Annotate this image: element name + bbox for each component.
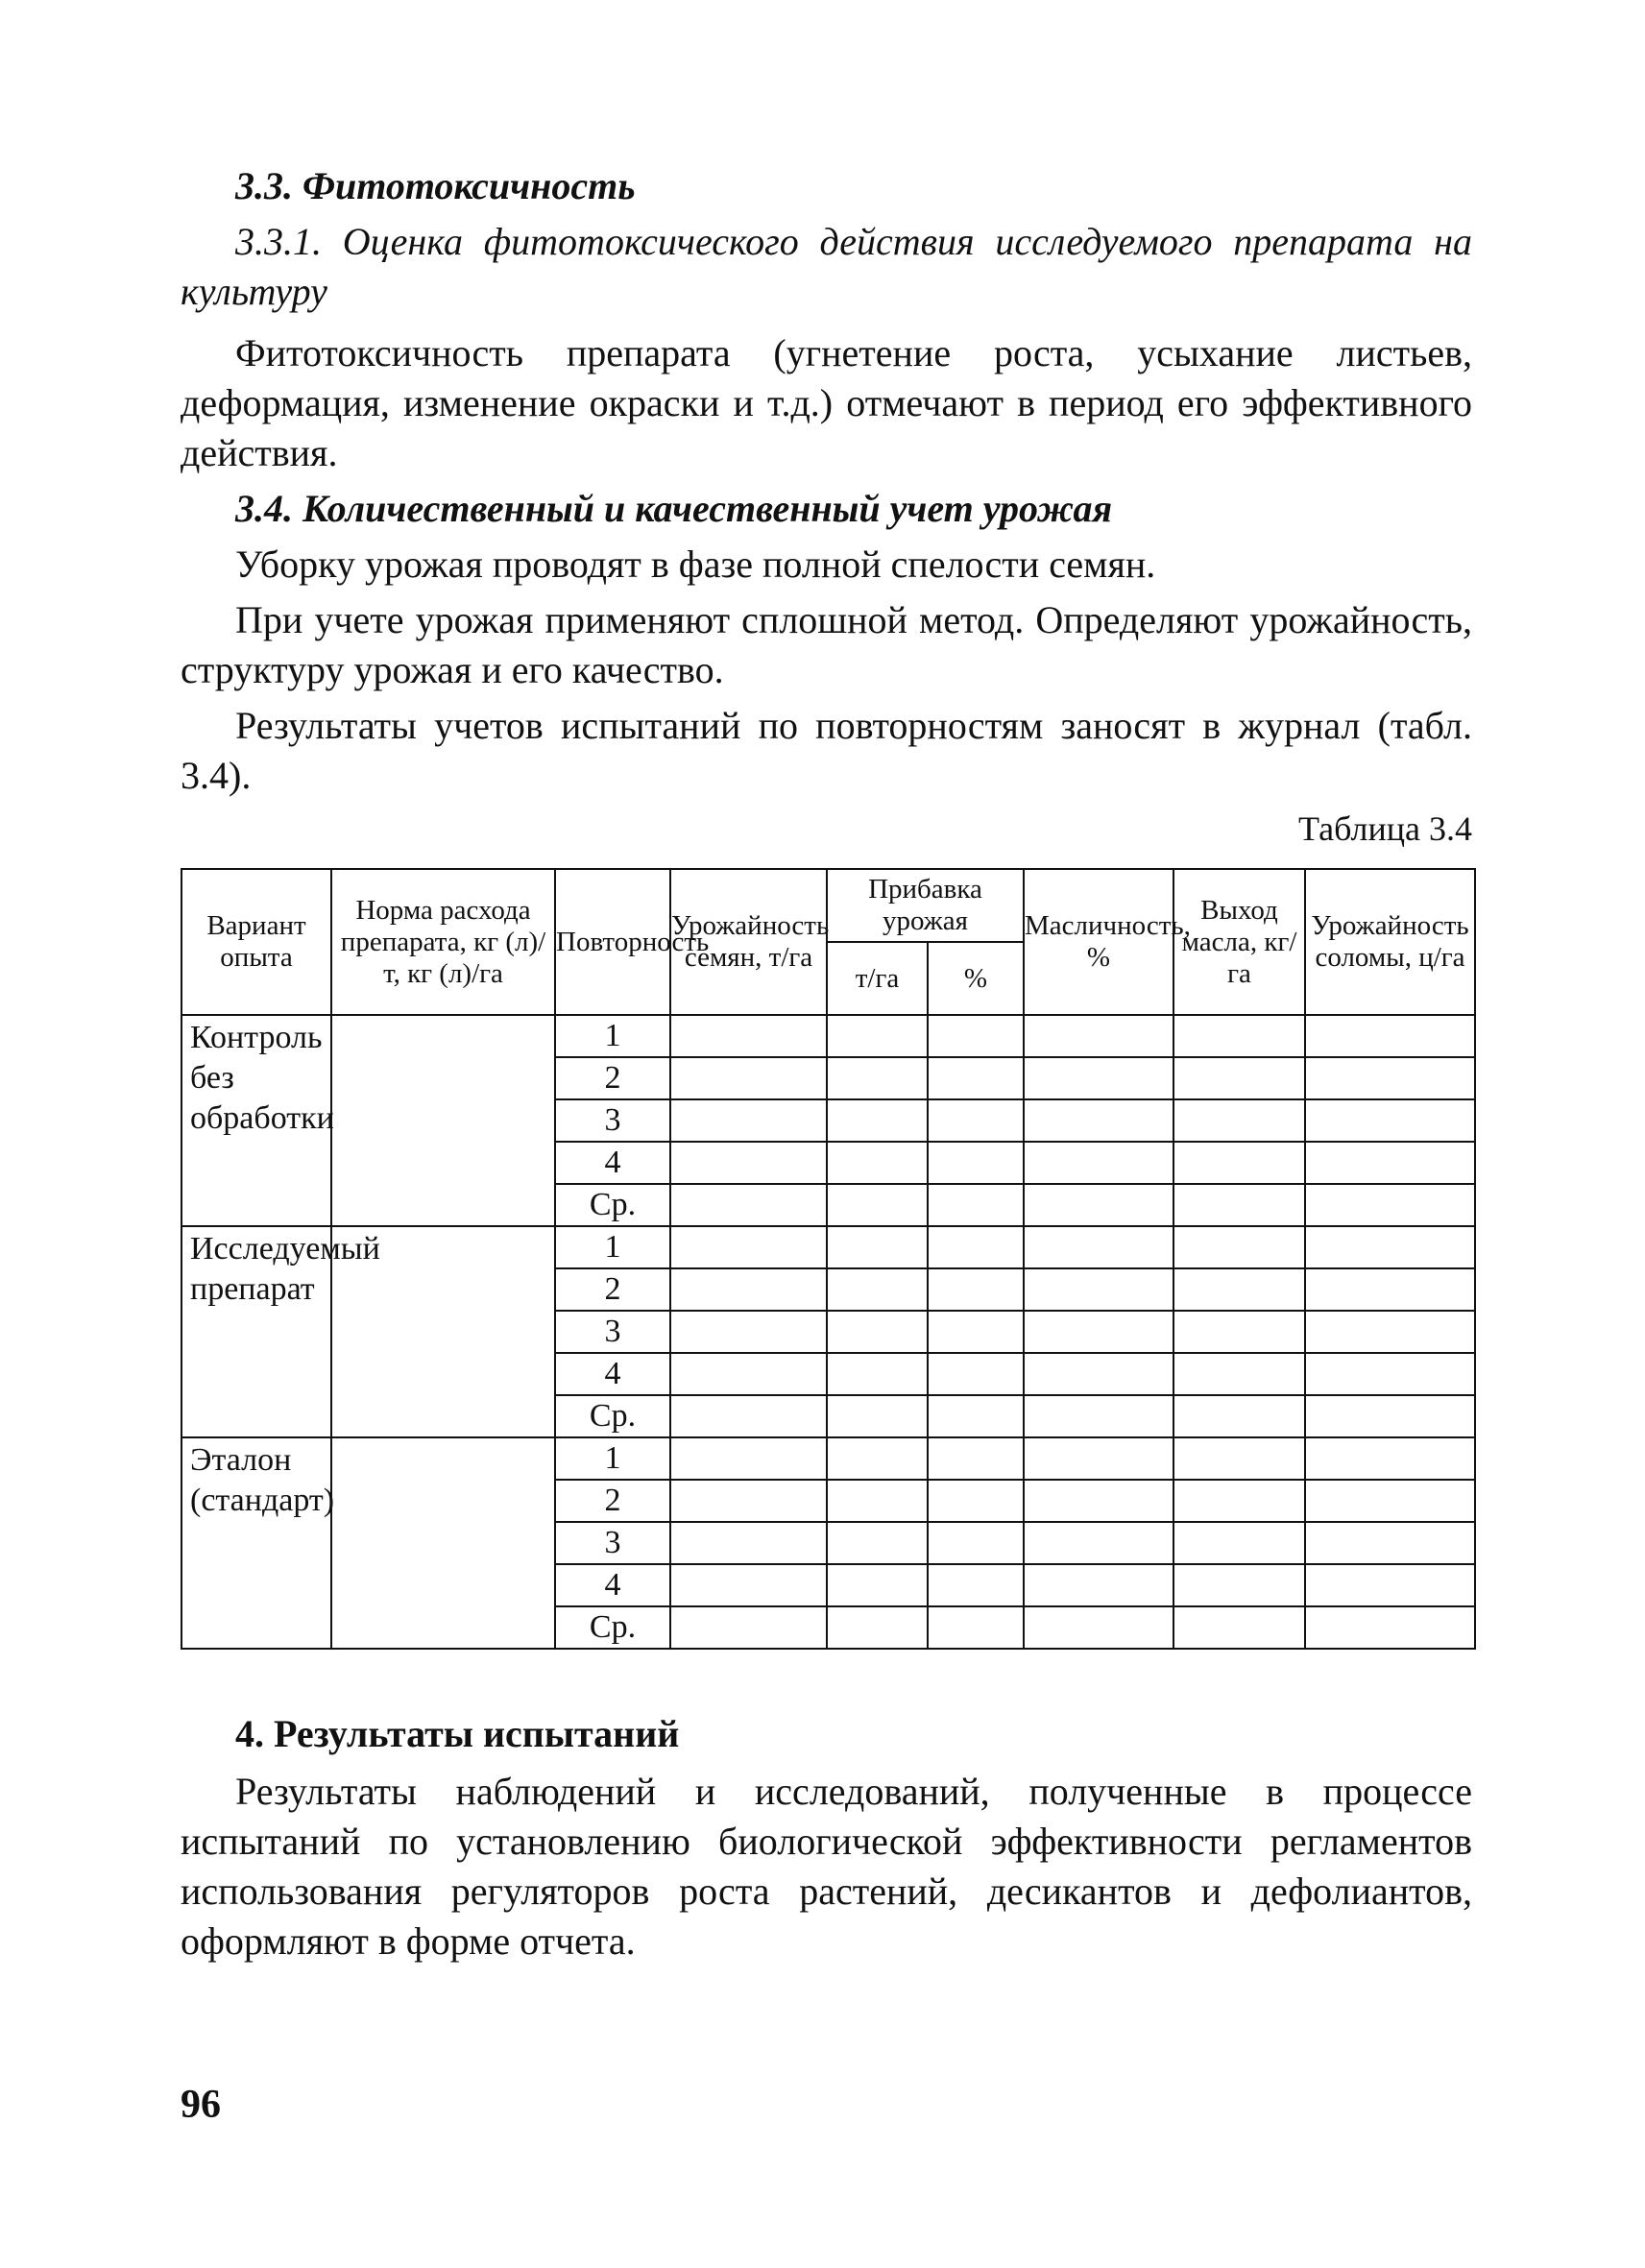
rep-cell: 1 — [555, 1226, 670, 1268]
empty-cell — [670, 1395, 827, 1437]
empty-cell — [1173, 1268, 1305, 1311]
empty-cell — [1305, 1522, 1475, 1564]
empty-cell — [827, 1268, 928, 1311]
empty-cell — [1024, 1437, 1173, 1480]
rep-cell: 3 — [555, 1311, 670, 1353]
empty-cell — [928, 1311, 1024, 1353]
rep-cell-average: Ср. — [555, 1395, 670, 1437]
header-seed-yield: Урожайность семян, т/га — [670, 869, 827, 1015]
table-body — [181, 1015, 1475, 1649]
empty-cell — [670, 1437, 827, 1480]
empty-cell — [1024, 1142, 1173, 1184]
empty-cell — [928, 1015, 1024, 1057]
rep-cell: 4 — [555, 1353, 670, 1395]
empty-cell — [827, 1606, 928, 1649]
phytotoxicity-paragraph: Фитотоксичность препарата (угнетение роста, усыхание листьев, деформация, изменение окраски и т.д.) отмечают в период его эффективного действия. — [181, 331, 1472, 474]
empty-cell — [928, 1522, 1024, 1564]
empty-cell — [1305, 1184, 1475, 1226]
empty-cell — [670, 1311, 827, 1353]
empty-cell — [1024, 1564, 1173, 1606]
empty-cell — [1173, 1564, 1305, 1606]
rep-cell-average: Ср. — [555, 1606, 670, 1649]
empty-cell — [1305, 1268, 1475, 1311]
empty-cell — [1173, 1353, 1305, 1395]
empty-cell — [827, 1311, 928, 1353]
empty-cell — [1173, 1057, 1305, 1099]
empty-cell — [670, 1057, 827, 1099]
empty-cell — [670, 1353, 827, 1395]
empty-cell — [670, 1606, 827, 1649]
empty-cell — [827, 1142, 928, 1184]
empty-cell — [1305, 1395, 1475, 1437]
empty-cell — [1173, 1480, 1305, 1522]
norm-cell — [331, 1437, 555, 1649]
empty-cell — [1173, 1226, 1305, 1268]
table-row — [181, 1015, 1475, 1057]
rep-cell: 4 — [555, 1142, 670, 1184]
header-norm: Норма расхода препарата, кг (л)/т, кг (л)/га — [331, 869, 555, 1015]
empty-cell — [827, 1480, 928, 1522]
empty-cell — [827, 1099, 928, 1142]
empty-cell — [1024, 1353, 1173, 1395]
empty-cell — [670, 1184, 827, 1226]
rep-cell: 1 — [555, 1437, 670, 1480]
empty-cell — [1305, 1353, 1475, 1395]
empty-cell — [1024, 1015, 1173, 1057]
empty-cell — [827, 1522, 928, 1564]
section-3-3-1-subheading: 3.3.1. Оценка фитотоксического действия исследуемого препарата на культуру — [181, 220, 1472, 313]
empty-cell — [928, 1606, 1024, 1649]
empty-cell — [1305, 1480, 1475, 1522]
norm-cell — [331, 1015, 555, 1226]
variant-standard: Эталон (стандарт) — [181, 1437, 331, 1649]
empty-cell — [1024, 1099, 1173, 1142]
empty-cell — [827, 1184, 928, 1226]
empty-cell — [928, 1184, 1024, 1226]
section-3-4-heading: 3.4. Количественный и качественный учет урожая — [235, 487, 1113, 530]
empty-cell — [1024, 1480, 1173, 1522]
page-content — [181, 161, 1472, 1972]
header-oil-content: Масличность, % — [1024, 869, 1173, 1015]
empty-cell — [827, 1395, 928, 1437]
empty-cell — [670, 1142, 827, 1184]
results-table — [181, 868, 1476, 1650]
empty-cell — [1173, 1099, 1305, 1142]
empty-cell — [827, 1353, 928, 1395]
header-straw-yield: Урожайность соломы, ц/га — [1305, 869, 1475, 1015]
empty-cell — [1305, 1226, 1475, 1268]
empty-cell — [1024, 1606, 1173, 1649]
empty-cell — [928, 1268, 1024, 1311]
empty-cell — [928, 1480, 1024, 1522]
empty-cell — [1305, 1606, 1475, 1649]
empty-cell — [1305, 1142, 1475, 1184]
empty-cell — [1305, 1015, 1475, 1057]
variant-test-preparation: Исследуемый препарат — [181, 1226, 331, 1437]
rep-cell: 2 — [555, 1057, 670, 1099]
spacer — [181, 1650, 1472, 1709]
harvest-paragraph-1: Уборку урожая проводят в фазе полной спелости семян. — [235, 543, 1156, 586]
empty-cell — [1024, 1057, 1173, 1099]
empty-cell — [1024, 1226, 1173, 1268]
header-repetition: Повторность — [555, 869, 670, 1015]
harvest-paragraph-2: При учете урожая применяют сплошной метод. Определяют урожайность, структуру урожая и его качество. — [181, 598, 1472, 691]
empty-cell — [1305, 1564, 1475, 1606]
empty-cell — [928, 1353, 1024, 1395]
empty-cell — [1024, 1268, 1173, 1311]
empty-cell — [1024, 1184, 1173, 1226]
empty-cell — [928, 1437, 1024, 1480]
empty-cell — [1173, 1142, 1305, 1184]
empty-cell — [827, 1564, 928, 1606]
empty-cell — [1173, 1184, 1305, 1226]
rep-cell: 2 — [555, 1268, 670, 1311]
header-increase-pct: % — [928, 942, 1024, 1015]
empty-cell — [1305, 1437, 1475, 1480]
empty-cell — [928, 1142, 1024, 1184]
results-paragraph: Результаты наблюдений и исследований, полученные в процессе испытаний по установлению биологической эффективности регламентов использования регуляторов роста растений, десикантов и дефолиантов, оформляют в форме отчета. — [181, 1770, 1472, 1963]
empty-cell — [1305, 1099, 1475, 1142]
header-oil-yield: Выход масла, кг/га — [1173, 869, 1305, 1015]
section-4-heading: 4. Результаты испытаний — [235, 1712, 680, 1755]
empty-cell — [1305, 1311, 1475, 1353]
empty-cell — [928, 1564, 1024, 1606]
empty-cell — [1173, 1015, 1305, 1057]
empty-cell — [1173, 1395, 1305, 1437]
rep-cell: 1 — [555, 1015, 670, 1057]
empty-cell — [1305, 1057, 1475, 1099]
empty-cell — [928, 1226, 1024, 1268]
header-variant: Вариант опыта — [181, 869, 331, 1015]
empty-cell — [827, 1015, 928, 1057]
rep-cell-average: Ср. — [555, 1184, 670, 1226]
empty-cell — [1024, 1395, 1173, 1437]
empty-cell — [1024, 1522, 1173, 1564]
empty-cell — [928, 1057, 1024, 1099]
empty-cell — [827, 1226, 928, 1268]
empty-cell — [1173, 1522, 1305, 1564]
empty-cell — [1024, 1311, 1173, 1353]
empty-cell — [670, 1099, 827, 1142]
table-row — [181, 1437, 1475, 1480]
table-row — [181, 1226, 1475, 1268]
empty-cell — [670, 1564, 827, 1606]
empty-cell — [670, 1522, 827, 1564]
section-3-3-heading: 3.3. Фитотоксичность — [235, 164, 636, 207]
empty-cell — [1173, 1311, 1305, 1353]
rep-cell: 3 — [555, 1099, 670, 1142]
empty-cell — [928, 1395, 1024, 1437]
header-increase: Прибавка урожая — [827, 869, 1024, 942]
empty-cell — [827, 1437, 928, 1480]
empty-cell — [1173, 1606, 1305, 1649]
rep-cell: 2 — [555, 1480, 670, 1522]
page-number: 96 — [181, 2083, 221, 2127]
rep-cell: 3 — [555, 1522, 670, 1564]
harvest-paragraph-3: Результаты учетов испытаний по повторностям заносят в журнал (табл. 3.4). — [181, 704, 1472, 797]
header-increase-t: т/га — [827, 942, 928, 1015]
empty-cell — [670, 1268, 827, 1311]
empty-cell — [827, 1057, 928, 1099]
empty-cell — [1173, 1437, 1305, 1480]
empty-cell — [670, 1226, 827, 1268]
empty-cell — [928, 1099, 1024, 1142]
rep-cell: 4 — [555, 1564, 670, 1606]
variant-control: Контроль без обработки — [181, 1015, 331, 1226]
empty-cell — [670, 1480, 827, 1522]
empty-cell — [670, 1015, 827, 1057]
table-caption: Таблица 3.4 — [1298, 809, 1472, 848]
